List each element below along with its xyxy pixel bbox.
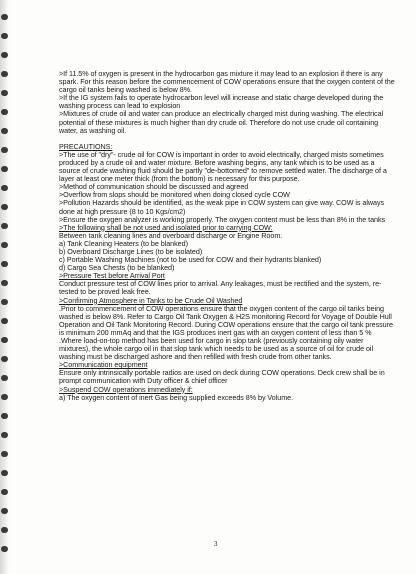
communication-heading: >Communication equipment bbox=[59, 360, 148, 370]
document-body bbox=[59, 70, 395, 402]
atmosphere-heading: >Confirming Atmosphere in Tanks to be Crude Oil Washed bbox=[59, 295, 243, 305]
paragraph-oxygen-explosion: >If 11.5% of oxygen is present in the hydrocarbon gas mixture it may lead to an explosion if there is any spark. For this reason before the commencement of COW operations ensure that the oxygen content of the cargo oil tanks being washed is below 8%. bbox=[59, 69, 395, 95]
page-number: 3 bbox=[214, 540, 218, 548]
precaution-dry-crude: >The use of "dry"- crude oil for COW is important in order to avoid electrically, charged mists sometimes produced by a crude oil and water mixture. Before washing begins, any tank which is to be used as a source of crude washing fluid should be partly "de-bottomed" to remove settled water. The discharge of a layer at least one meter thick (from the bottom) is necessary for this purpose. bbox=[59, 149, 387, 184]
binding-hole bbox=[1, 356, 8, 362]
precaution-overflow: >Overflow from slops should be monitored when doing closed cycle COW bbox=[59, 190, 290, 200]
binding-hole bbox=[1, 432, 8, 438]
precaution-oxygen-analyzer: >Ensure the oxygen analyzer is working properly. The oxygen content must be less than 8% in the tanks bbox=[59, 214, 386, 224]
binding-hole bbox=[1, 299, 8, 305]
binding-hole bbox=[1, 185, 8, 191]
binding-hole bbox=[1, 394, 8, 400]
binding-hole bbox=[1, 318, 8, 324]
binding-hole bbox=[1, 546, 8, 552]
paragraph-charged-mist: >Mixtures of crude oil and water can produce an electrically charged mist during washing. The electrical potential of these mixtures is much higher than dry crude oil. Therefore do not use crude oil containing water, as washing oil. bbox=[59, 109, 384, 135]
isolation-heading: >The following shall be not used and isolated prior to carrying COW: bbox=[59, 222, 273, 232]
binding-hole bbox=[1, 33, 8, 39]
binding-hole bbox=[1, 413, 8, 419]
binding-hole bbox=[1, 375, 8, 381]
binding-hole bbox=[1, 280, 8, 286]
pressure-test-heading: >Pressure Test before Arrival Port bbox=[59, 271, 165, 281]
precaution-communication: >Method of communication should be discussed and agreed bbox=[59, 182, 249, 192]
binding-hole bbox=[1, 261, 8, 267]
binding-holes bbox=[0, 0, 12, 574]
binding-hole bbox=[1, 223, 8, 229]
binding-hole bbox=[1, 147, 8, 153]
isolation-item: c) Portable Washing Machines (not to be used for COW and their hydrants blanked) bbox=[59, 255, 322, 265]
binding-hole bbox=[1, 470, 8, 476]
binding-hole bbox=[1, 489, 8, 495]
communication-body: Ensure only intrinsically portable radios are used on deck during COW operations. Deck crew shall be in prompt communication with Duty officer & chief officer bbox=[59, 368, 385, 386]
binding-hole bbox=[1, 337, 8, 343]
binding-hole bbox=[1, 451, 8, 457]
binding-hole bbox=[1, 508, 8, 514]
binding-hole bbox=[1, 527, 8, 533]
binding-hole bbox=[1, 166, 8, 172]
binding-hole bbox=[1, 14, 8, 20]
binding-hole bbox=[1, 128, 8, 134]
precautions-heading: PRECAUTIONS: bbox=[59, 141, 113, 151]
suspend-item: a) The oxygen content of inert Gas being supplied exceeds 8% by Volume. bbox=[59, 392, 294, 402]
paragraph-ig-failure: >If the IG system fails to operate hydrocarbon level will increase and static charge developed during the washing process can lead to explosion bbox=[59, 93, 384, 111]
isolation-item: b) Overboard Discharge Lines (to be isolated) bbox=[59, 246, 203, 256]
isolation-intro: Between tank cleaning lines and overboard discharge or Engine Room. bbox=[59, 230, 283, 240]
atmosphere-body: .Prior to commencement of COW operations ensure that the oxygen content of the cargo oil tanks being washed is below 8%. Refer to Cargo Oil Tank Oxygen & H2S monitoring Record for Voyage of Double Hull Operation and Oil Tank Monitoring Record. During COW operations ensure that the cargo oil tank pressure is minimum 200 mmAq and that the IGS produces inert gas with an oxygen content of less than 5 % .Where load-on-top method has been used for cargo in slop tank (previously containing oily water mixtures), the whole cargo oil in that slop tank which needs to be used as a source of oil for crude oil washing must be discharged ashore and then refilled with fresh crude from other tanks. bbox=[59, 303, 393, 362]
precaution-pollution: >Pollution Hazards should be identified, as the weak pipe in COW system can give way. COW is always done at high pressure (8 to 10 Kgs/cm2) bbox=[59, 198, 385, 216]
pressure-test-body: Conduct pressure test of COW lines prior to arrival. Any leakages, must be rectified and the system, re-tested to be proved leak free. bbox=[59, 279, 382, 297]
binding-hole bbox=[1, 52, 8, 58]
binding-hole bbox=[1, 242, 8, 248]
isolation-item: a) Tank Cleaning Heaters (to be blanked) bbox=[59, 238, 188, 248]
isolation-item: d) Cargo Sea Chests (to be blanked) bbox=[59, 263, 175, 273]
binding-hole bbox=[1, 90, 8, 96]
binding-hole bbox=[1, 109, 8, 115]
binding-hole bbox=[1, 71, 8, 77]
binding-hole bbox=[1, 204, 8, 210]
suspend-heading: >Suspend COW operations immediately if: bbox=[59, 384, 193, 394]
